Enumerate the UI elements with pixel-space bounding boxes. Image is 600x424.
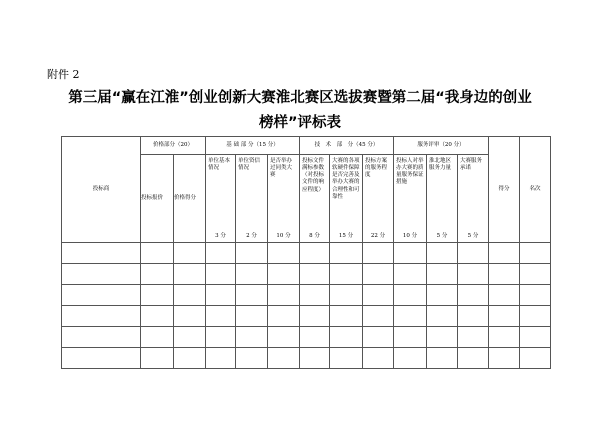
- table-cell: [363, 264, 394, 285]
- criterion-tech-3: [363, 155, 394, 243]
- table-cell: [300, 327, 330, 348]
- table-cell: [236, 306, 268, 327]
- criterion-label: 淮北地区服务力量: [429, 158, 452, 172]
- table-row: [62, 327, 551, 348]
- total-score-header: 得分: [489, 137, 520, 243]
- table-cell: [62, 264, 141, 285]
- table-cell: [141, 348, 174, 369]
- table-cell: [236, 285, 268, 306]
- table-cell: [141, 306, 174, 327]
- table-cell: [141, 264, 174, 285]
- table-cell: [489, 285, 520, 306]
- table-cell: [174, 285, 206, 306]
- table-cell: [62, 306, 141, 327]
- table-cell: [520, 285, 551, 306]
- table-cell: [236, 243, 268, 264]
- table-cell: [141, 285, 174, 306]
- evaluation-table: [61, 136, 551, 369]
- service-group-header: 服务评审（20 分）: [394, 137, 489, 155]
- table-cell: [268, 348, 300, 369]
- table-cell: [520, 264, 551, 285]
- table-cell: [458, 243, 489, 264]
- table-cell: [206, 243, 236, 264]
- criterion-service-2: [427, 155, 458, 243]
- table-cell: [427, 285, 458, 306]
- table-cell: [520, 306, 551, 327]
- table-cell: [520, 327, 551, 348]
- table-cell: [206, 264, 236, 285]
- criterion-label: 是否举办过同类大赛: [270, 158, 293, 179]
- table-cell: [174, 243, 206, 264]
- table-cell: [520, 243, 551, 264]
- criterion-label: 投标人对举办大赛的质量服务保证措施: [396, 158, 424, 186]
- table-cell: [427, 264, 458, 285]
- criterion-label: 投标文件满标参数（对投标文件的响应程度）: [302, 158, 325, 193]
- price-score-header: 价格得分: [174, 155, 206, 243]
- table-cell: [206, 348, 236, 369]
- table-row: [62, 243, 551, 264]
- table-cell: [330, 348, 363, 369]
- table-cell: [330, 264, 363, 285]
- tech-group-header: 技 术 部 分（45 分）: [300, 137, 394, 155]
- table-cell: [363, 285, 394, 306]
- criterion-service-3: [458, 155, 489, 243]
- table-cell: [458, 306, 489, 327]
- criterion-points: 3 分: [215, 232, 226, 239]
- table-cell: [300, 264, 330, 285]
- price-group-header: 价格部分（20）: [141, 137, 206, 155]
- bidder-header: 投标商: [62, 137, 141, 243]
- table-cell: [427, 243, 458, 264]
- table-row: [62, 285, 551, 306]
- table-cell: [489, 264, 520, 285]
- table-cell: [174, 327, 206, 348]
- table-cell: [62, 348, 141, 369]
- table-cell: [300, 243, 330, 264]
- criterion-points: 10 分: [276, 232, 291, 239]
- table-cell: [427, 348, 458, 369]
- table-cell: [300, 285, 330, 306]
- table-cell: [141, 327, 174, 348]
- criterion-basic-2: [236, 155, 268, 243]
- table-cell: [62, 243, 141, 264]
- rank-header: 名次: [520, 137, 551, 243]
- basic-group-header: 基 础 部 分（15 分）: [206, 137, 300, 155]
- table-cell: [394, 306, 427, 327]
- criterion-points: 5 分: [467, 232, 479, 239]
- group-header-row: [62, 137, 551, 155]
- table-cell: [300, 306, 330, 327]
- table-cell: [394, 348, 427, 369]
- table-cell: [174, 306, 206, 327]
- table-cell: [268, 243, 300, 264]
- table-row: [62, 306, 551, 327]
- table-cell: [363, 348, 394, 369]
- table-cell: [330, 285, 363, 306]
- criterion-service-1: [394, 155, 427, 243]
- criterion-points: 5 分: [436, 232, 448, 239]
- table-cell: [489, 243, 520, 264]
- table-cell: [458, 348, 489, 369]
- table-cell: [394, 243, 427, 264]
- criterion-points: 8 分: [309, 232, 320, 239]
- table-cell: [427, 306, 458, 327]
- title-line-2: 榜样”评标表: [258, 115, 342, 131]
- table-cell: [236, 348, 268, 369]
- table-cell: [300, 348, 330, 369]
- table-cell: [174, 264, 206, 285]
- criterion-basic-1: [206, 155, 236, 243]
- table-cell: [363, 243, 394, 264]
- table-cell: [62, 285, 141, 306]
- table-cell: [394, 327, 427, 348]
- criterion-label: 投标方案的服务程度: [365, 158, 388, 179]
- table-cell: [174, 348, 206, 369]
- table-cell: [330, 327, 363, 348]
- criterion-tech-2: [330, 155, 363, 243]
- table-cell: [394, 264, 427, 285]
- table-cell: [458, 285, 489, 306]
- criterion-points: 10 分: [402, 232, 418, 239]
- criterion-points: 22 分: [370, 232, 386, 239]
- table-cell: [330, 243, 363, 264]
- title-line-1: 第三届“赢在江淮”创业创新大赛淮北赛区选拔赛暨第二届“我身边的创业: [68, 90, 532, 106]
- table-row: [62, 264, 551, 285]
- criterion-tech-1: [300, 155, 330, 243]
- table-cell: [427, 327, 458, 348]
- table-cell: [236, 327, 268, 348]
- criterion-label: 大赛服务承诺: [460, 158, 483, 172]
- table-cell: [458, 264, 489, 285]
- table-cell: [268, 306, 300, 327]
- table-row: [62, 348, 551, 369]
- table-cell: [520, 348, 551, 369]
- criterion-label: 单位基本情况: [208, 158, 231, 172]
- table-cell: [268, 264, 300, 285]
- criterion-label: 大赛的各项软硬件保障是否完善及举办大赛的合理性和可靠性: [332, 158, 360, 200]
- table-cell: [206, 327, 236, 348]
- table-cell: [62, 327, 141, 348]
- table-cell: [268, 327, 300, 348]
- table-cell: [363, 306, 394, 327]
- table-cell: [489, 348, 520, 369]
- attachment-label: 附件 2: [47, 68, 80, 81]
- table-cell: [458, 327, 489, 348]
- criterion-label: 单位资信情况: [238, 158, 261, 172]
- bid-price-header: 投标报价: [141, 155, 174, 243]
- table-cell: [489, 327, 520, 348]
- table-cell: [363, 327, 394, 348]
- criterion-basic-3: [268, 155, 300, 243]
- criterion-points: 2 分: [246, 232, 257, 239]
- table-cell: [394, 285, 427, 306]
- table-cell: [268, 285, 300, 306]
- table-cell: [141, 243, 174, 264]
- table-cell: [206, 306, 236, 327]
- table-cell: [330, 306, 363, 327]
- table-cell: [206, 285, 236, 306]
- table-cell: [489, 306, 520, 327]
- criterion-points: 15 分: [338, 232, 354, 239]
- table-cell: [236, 264, 268, 285]
